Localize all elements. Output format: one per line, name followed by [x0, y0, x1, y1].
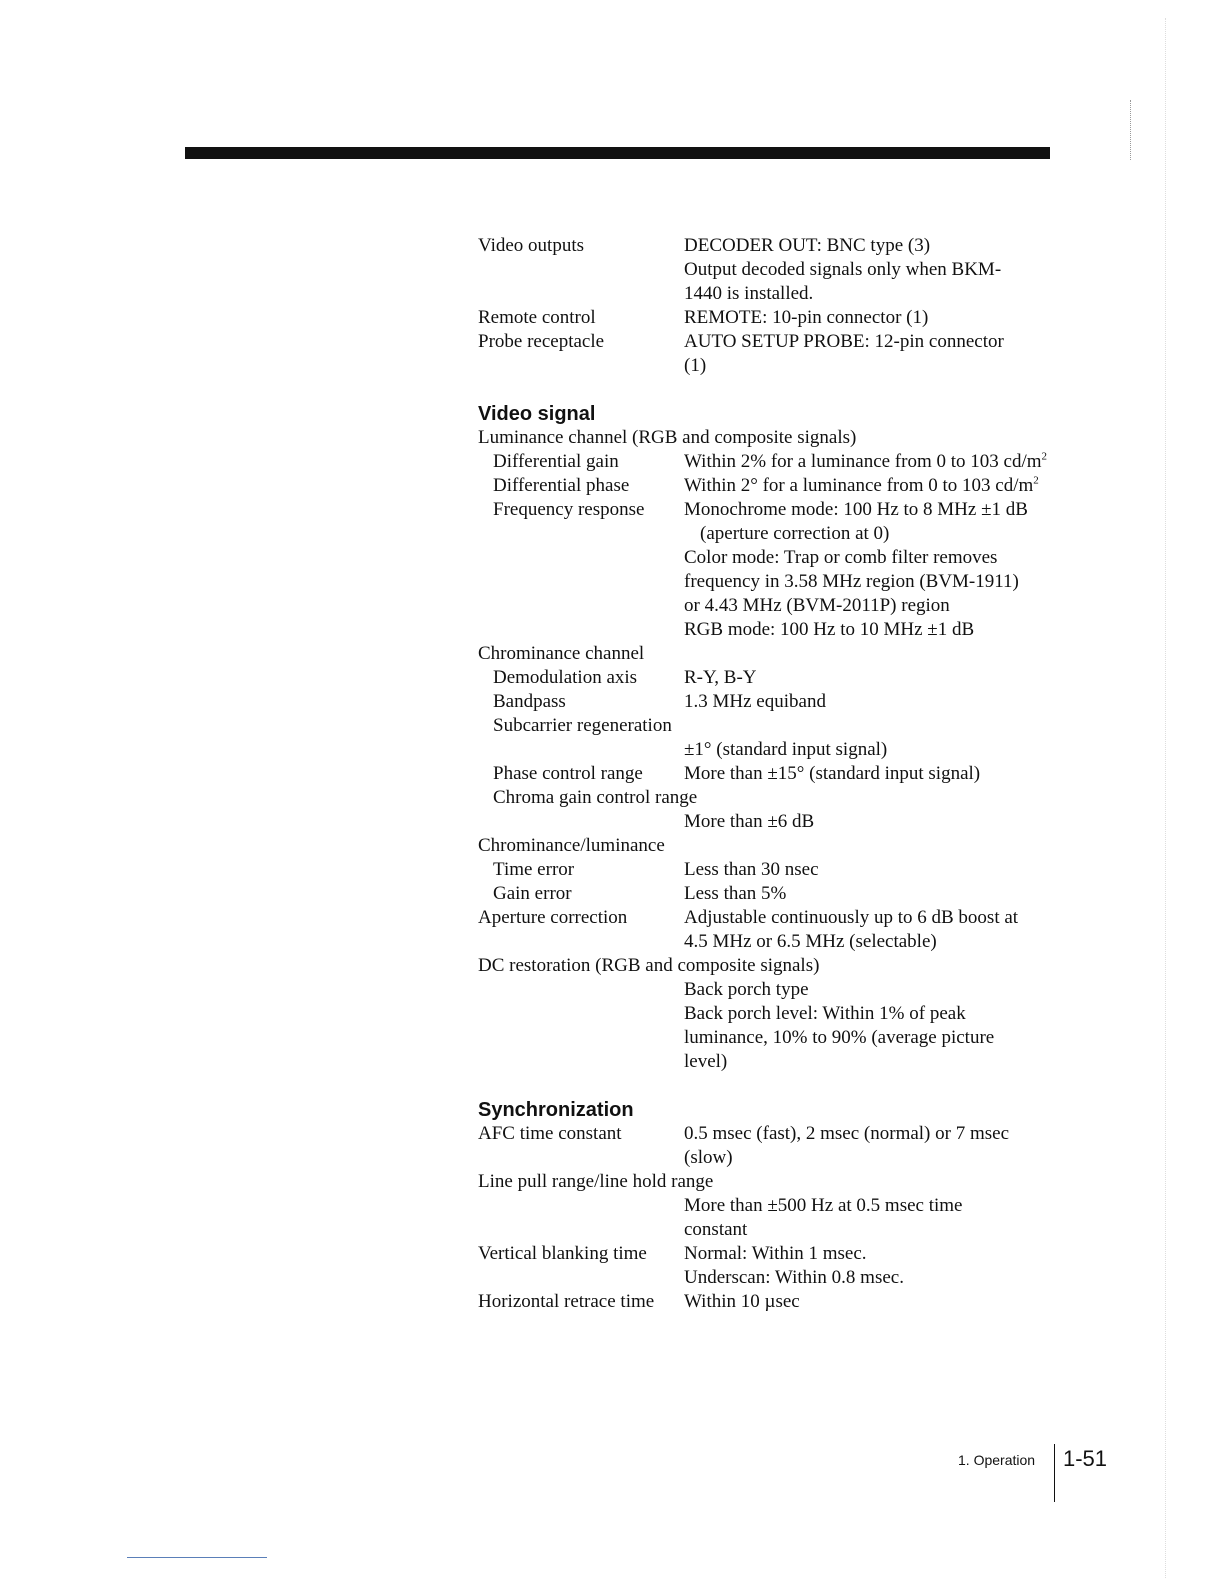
- subsection-chrominance-luminance: Chrominance/luminance: [478, 835, 665, 856]
- spec-value-line-pull: More than ±500 Hz at 0.5 msec time constant: [684, 1195, 963, 1240]
- spec-value: Within 2° for a luminance from 0 to 103 $cd/m^2$: [684, 474, 1039, 496]
- scan-edge-line: [1165, 18, 1167, 1578]
- section-heading-synchronization: Synchronization: [478, 1099, 634, 1121]
- spec-label: Differential phase: [493, 475, 630, 496]
- spec-value: DECODER OUT: BNC type (3) Output decoded signals only when BKM- 1440 is installed.: [684, 235, 1002, 304]
- spec-row-demodulation-axis: [478, 666, 1118, 690]
- spec-value: Less than 5%: [684, 883, 787, 904]
- bottom-rule: [127, 1557, 267, 1558]
- spec-value-chroma-gain: More than ±6 dB: [684, 811, 815, 832]
- spec-row-gain-error: [478, 882, 1118, 906]
- spec-row-horizontal-retrace: [478, 1290, 1118, 1314]
- spec-label: Remote control: [478, 307, 596, 328]
- spec-label: Demodulation axis: [493, 667, 638, 688]
- spec-value-dc-restoration: Back porch type Back porch level: Within 1% of peak luminance, 10% to 90% (average picture level): [684, 979, 995, 1072]
- subsection-dc-restoration: DC restoration (RGB and composite signals): [478, 955, 820, 976]
- spec-value: Color mode: Trap or comb filter removes frequency in 3.58 MHz region (BVM-1911) or 4.43 MHz (BVM-2011P) region RGB mode: 100 Hz to 10 MHz ±1 dB: [684, 547, 1019, 640]
- spec-label: Bandpass: [493, 691, 566, 712]
- spec-content: [478, 234, 1118, 1314]
- spec-row-aperture-correction: [478, 906, 1118, 954]
- spec-label: Aperture correction: [478, 907, 628, 928]
- spec-label-chroma-gain: Chroma gain control range: [493, 787, 698, 808]
- spec-row-video-outputs: [478, 234, 1118, 306]
- spec-value: 1.3 MHz equiband: [684, 691, 826, 712]
- spec-row-bandpass: [478, 690, 1118, 714]
- section-heading-video-signal: Video signal: [478, 403, 596, 425]
- spec-label: Probe receptacle: [478, 331, 605, 352]
- spec-value-subcarrier: ±1° (standard input signal): [684, 739, 888, 760]
- spec-value: More than ±15° (standard input signal): [684, 763, 981, 784]
- spec-row-time-error: [478, 858, 1118, 882]
- spec-label: Gain error: [493, 883, 572, 904]
- spec-row-probe-receptacle: [478, 330, 1118, 378]
- spec-label: Time error: [493, 859, 575, 880]
- spec-label: Phase control range: [493, 763, 643, 784]
- spec-value: 0.5 msec (fast), 2 msec (normal) or 7 msec (slow): [684, 1123, 1010, 1168]
- spec-value: Within 10 µsec: [684, 1291, 800, 1312]
- spec-value: Normal: Within 1 msec. Underscan: Within 0.8 msec.: [684, 1243, 904, 1288]
- spec-label: AFC time constant: [478, 1123, 622, 1144]
- spec-row-frequency-response: [478, 498, 1118, 642]
- scan-margin-marks: [1130, 100, 1141, 160]
- spec-value: Adjustable continuously up to 6 dB boost at 4.5 MHz or 6.5 MHz (selectable): [684, 907, 1019, 952]
- spec-label: Vertical blanking time: [478, 1243, 647, 1264]
- spec-row-afc-time-constant: [478, 1122, 1118, 1170]
- spec-row-differential-gain: [478, 450, 1118, 474]
- spec-label: Horizontal retrace time: [478, 1291, 655, 1312]
- spec-row-remote-control: [478, 306, 1118, 330]
- subsection-chrominance: Chrominance channel: [478, 643, 645, 664]
- spec-value: (aperture correction at 0): [700, 523, 890, 544]
- spec-value: REMOTE: 10-pin connector (1): [684, 307, 929, 328]
- spec-label: Video outputs: [478, 235, 584, 256]
- spec-label-subcarrier: Subcarrier regeneration: [493, 715, 672, 736]
- page-number: 1-51: [1063, 1446, 1108, 1471]
- footer-divider: [1054, 1444, 1055, 1502]
- spec-label: Frequency response: [493, 499, 645, 520]
- spec-value: AUTO SETUP PROBE: 12-pin connector (1): [684, 331, 1004, 376]
- subsection-luminance: Luminance channel (RGB and composite signals): [478, 427, 857, 448]
- spec-label-line-pull: Line pull range/line hold range: [478, 1171, 714, 1192]
- spec-value: R-Y, B-Y: [684, 667, 757, 688]
- spec-label: Differential gain: [493, 451, 619, 472]
- spec-row-vertical-blanking: [478, 1242, 1118, 1290]
- header-rule: [185, 147, 1050, 159]
- footer-section-label: 1. Operation: [958, 1452, 1036, 1468]
- spec-value: Monochrome mode: 100 Hz to 8 MHz ±1 dB: [684, 499, 1028, 520]
- spec-value: Within 2% for a luminance from 0 to 103 $cd/m^2$: [684, 450, 1048, 472]
- spec-row-phase-control: [478, 762, 1118, 786]
- spec-value: Less than 30 nsec: [684, 859, 819, 880]
- spec-row-differential-phase: [478, 474, 1118, 498]
